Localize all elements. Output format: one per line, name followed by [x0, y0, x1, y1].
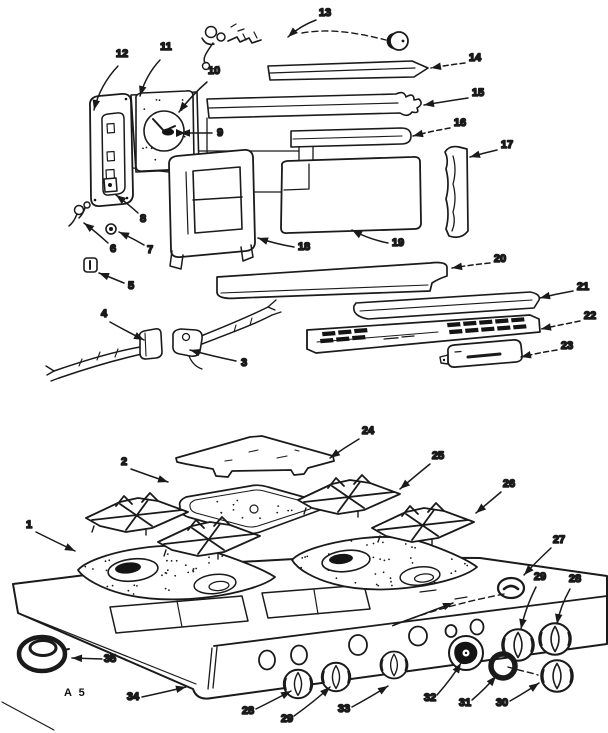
callout-11: 11 [160, 41, 172, 53]
callout-30: 30 [495, 697, 509, 709]
wiring-harness [202, 24, 261, 70]
page-curve [2, 702, 54, 730]
insulation-panel [255, 157, 421, 233]
callout-29: 29 [533, 571, 547, 583]
knob [322, 663, 351, 692]
end-bracket [445, 147, 468, 238]
lower-trim-bar [354, 292, 540, 319]
callout-6: 6 [109, 243, 117, 255]
callout-29: 29 [280, 713, 294, 725]
callout-22: 22 [583, 310, 597, 322]
latch-tab [104, 178, 117, 192]
callout-19: 19 [391, 237, 405, 249]
callout-12: 12 [115, 48, 129, 60]
callout-20: 20 [493, 253, 507, 265]
callout-34: 34 [126, 691, 140, 703]
knob [539, 623, 571, 655]
callout-5: 5 [127, 280, 135, 292]
screw-washer [106, 224, 116, 234]
callout-17: 17 [500, 139, 514, 151]
trim-bar-14 [268, 61, 428, 80]
callout-2: 2 [120, 456, 128, 468]
callout-35: 35 [103, 653, 117, 665]
callout-9: 9 [216, 127, 224, 139]
callout-28: 28 [241, 705, 255, 717]
callout-23: 23 [560, 340, 574, 352]
callout-21: 21 [576, 281, 590, 293]
trim-bar-15 [207, 93, 421, 118]
callout-16: 16 [453, 117, 467, 129]
figure-label: A 5 [64, 687, 87, 699]
callout-24: 24 [361, 425, 375, 437]
callout-26: 26 [502, 478, 516, 490]
callout-3: 3 [240, 357, 248, 369]
griddle-cover [176, 436, 334, 477]
drip-ring [19, 637, 69, 671]
support-frame [169, 150, 255, 269]
clock-shaft [162, 129, 174, 136]
trim-bar-16 [291, 128, 411, 147]
callout-28: 28 [568, 573, 582, 585]
thermostat-cap [387, 32, 408, 50]
clip [84, 258, 97, 272]
callout-1: 1 [25, 519, 33, 531]
callout-8: 8 [139, 213, 147, 225]
callout-32: 32 [423, 692, 437, 704]
callout-25: 25 [431, 450, 445, 462]
shelf-panel [217, 263, 447, 299]
callout-27: 27 [552, 534, 566, 546]
callout-15: 15 [471, 87, 485, 99]
screw-pair [69, 202, 90, 226]
thermostat-knob [449, 636, 483, 670]
knob [541, 660, 573, 692]
callout-7: 7 [146, 244, 154, 256]
callout-33: 33 [337, 703, 351, 715]
callout-18: 18 [297, 241, 311, 253]
callout-10: 10 [207, 65, 221, 77]
callout-4: 4 [100, 308, 108, 320]
callout-31: 31 [458, 697, 472, 709]
callout-14: 14 [468, 52, 482, 64]
callout-13: 13 [318, 7, 332, 19]
knob [381, 652, 408, 679]
switch-box [440, 340, 522, 367]
igniter-left [46, 329, 162, 381]
